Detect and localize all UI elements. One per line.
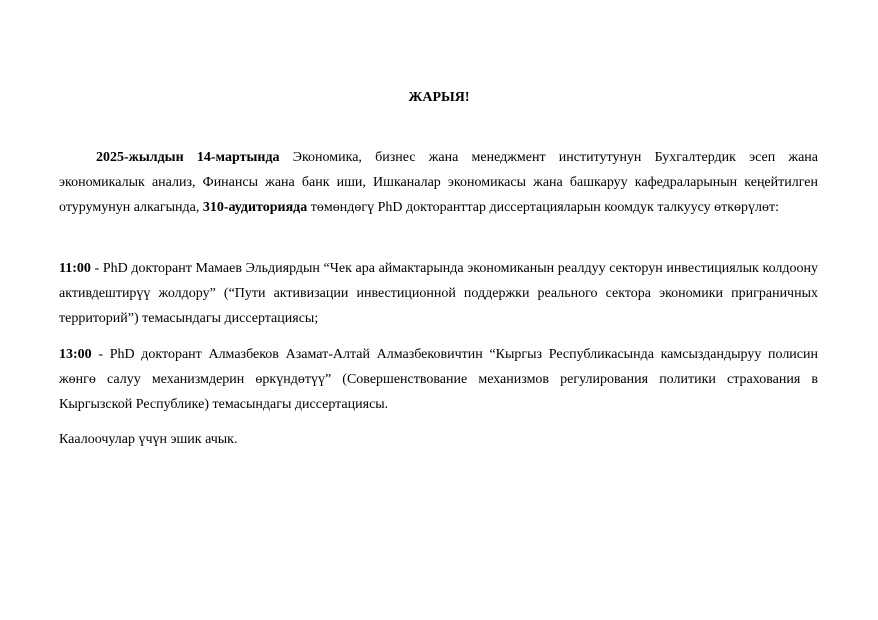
event-date: 2025-жылдын 14-мартында [96, 150, 280, 165]
schedule-time-1: 11:00 [59, 261, 91, 276]
schedule-time-2: 13:00 [59, 347, 92, 362]
intro-paragraph [59, 145, 818, 220]
schedule-item-1 [59, 256, 818, 331]
schedule-item-2 [59, 342, 818, 417]
intro-text-b: төмөндөгү PhD докторанттар диссертацияларын коомдук талкуусу өткөрүлөт: [307, 200, 780, 215]
schedule-text-2: - PhD докторант Алмазбеков Азамат-Алтай Алмазбековичтин “Кыргыз Республикасында камсыздандыруу полисин жөнгө салуу механизмдерин өркүндөтүү” (Совершенствование механизмов регулирования политики страхования в Кыргызской Республике) темасындагы диссертациясы. [59, 347, 818, 412]
announcement-title: ЖАРЫЯ! [408, 90, 470, 105]
intro-text-a: Экономика, бизнес жана менеджмент институтунун Бухгалтердик эсеп жана экономикалык анализ, Финансы жана банк иши, Ишканалар экономикасы жана башкаруу кафедраларынын кеңейтилген отурумунун алкагында, [59, 150, 818, 215]
closing-paragraph: Каалоочулар үчүн эшик ачык. [59, 432, 238, 447]
room-number: 310-аудиторияда [202, 200, 308, 215]
schedule-text-1: - PhD докторант Мамаев Эльдиярдын “Чек ара аймактарында экономиканын реалдуу секторун инвестициялык колдоону активдештирүү жолдору” (“Пути активизации инвестиционной поддержки реального сектора экономики приграничных территорий”) темасындагы диссертациясы; [59, 261, 818, 326]
